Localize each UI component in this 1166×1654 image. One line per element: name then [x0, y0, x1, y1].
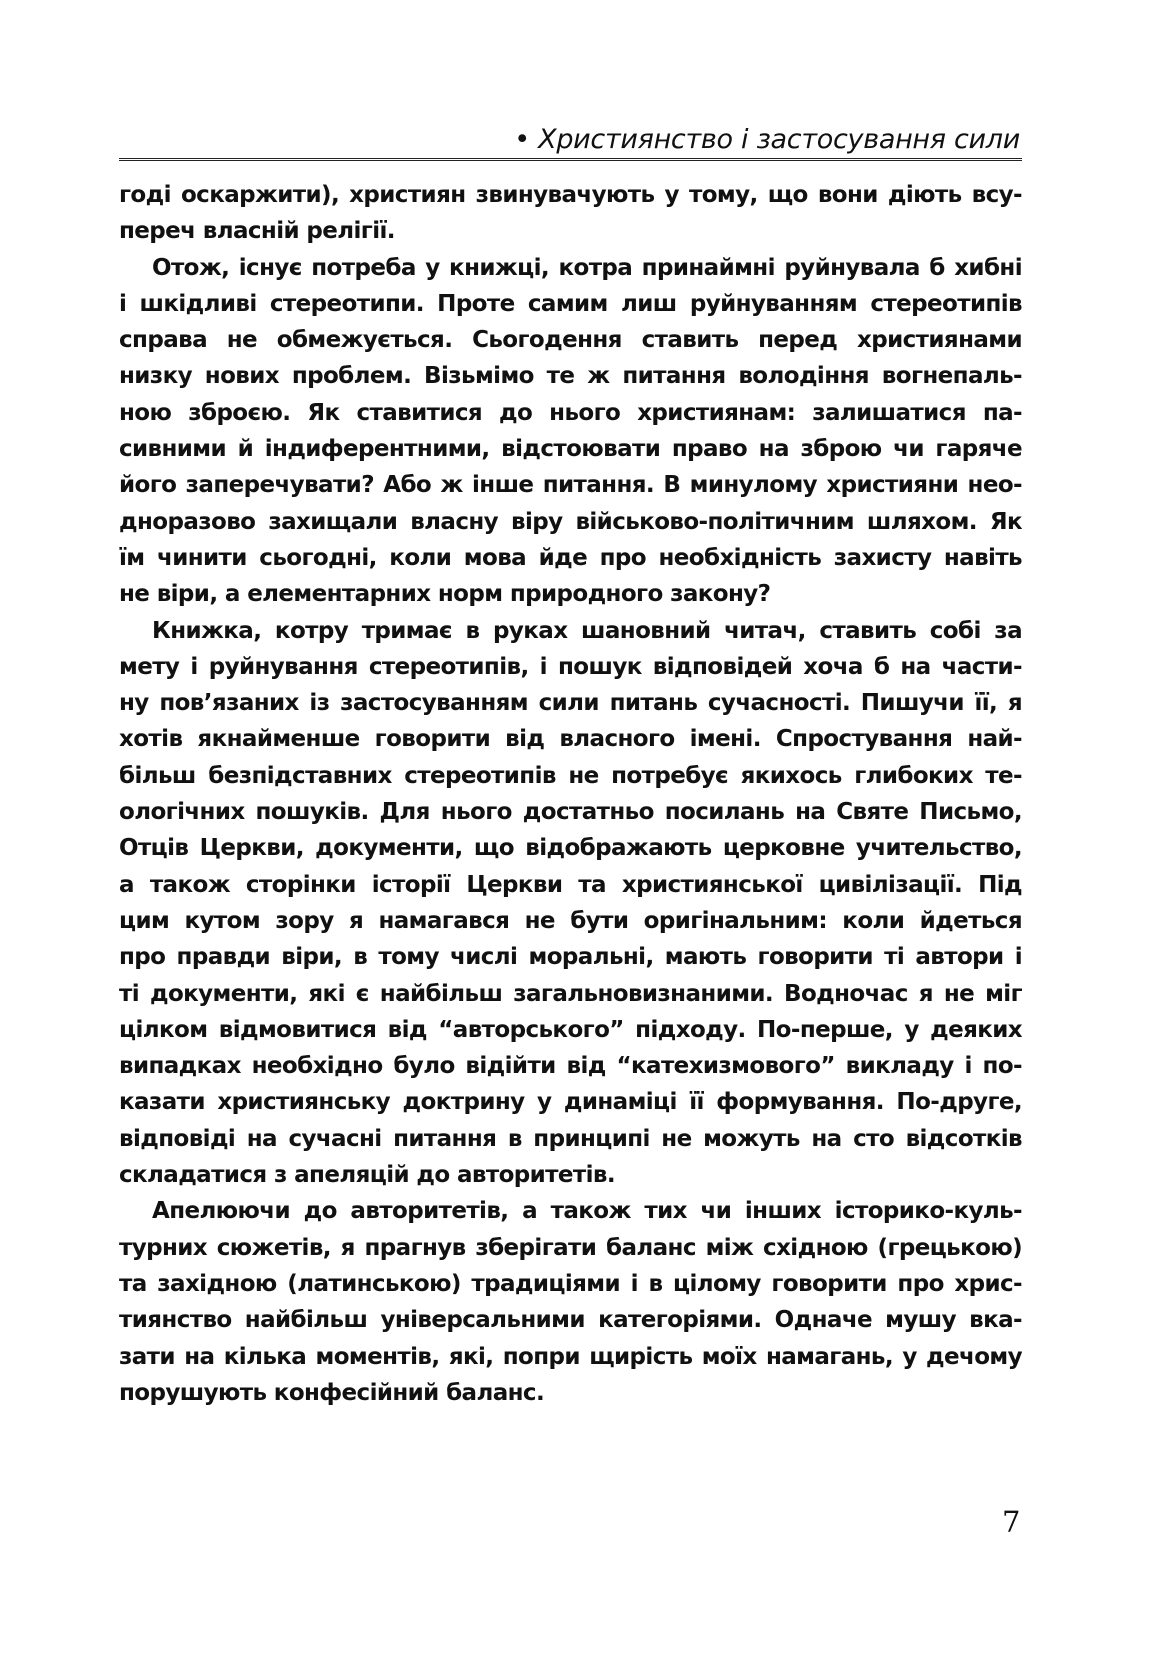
text-line: ною зброєю. Як ставитися до нього християнам: залишатися па-	[119, 399, 1022, 426]
text-line: більш безпідставних стереотипів не потребує якихось глибоких те-	[119, 762, 1022, 789]
text-line: ну пов’язаних із застосуванням сили питань сучасності. Пишучи її, я	[119, 690, 1022, 717]
paragraph	[119, 250, 1022, 613]
text-line: низку нових проблем. Візьмімо те ж питання володіння вогнепаль-	[119, 363, 1022, 390]
text-line: а також сторінки історії Церкви та християнської цивілізації. Під	[119, 871, 1022, 898]
text-line: годі оскаржити), християн звинувачують у тому, що вони діють всу-	[119, 182, 1022, 208]
text-line: їм чинити сьогодні, коли мова йде про необхідність захисту навіть	[119, 544, 1022, 571]
text-line: турних сюжетів, я прагнув зберігати баланс між східною (грецькою)	[119, 1234, 1022, 1261]
text-line: Апелюючи до авторитетів, а також тих чи інших історико-куль-	[152, 1198, 1022, 1225]
text-line: Отож, існує потреба у книжці, котра принаймні руйнувала б хибні	[152, 254, 1022, 281]
text-line: зати на кілька моментів, які, попри щирість моїх намагань, у дечому	[119, 1343, 1022, 1370]
text-line: Книжка, котру тримає в руках шановний читач, ставить собі за	[152, 617, 1022, 644]
text-line: і шкідливі стереотипи. Проте самим лиш руйнуванням стереотипів	[119, 290, 1022, 317]
paragraph	[119, 1193, 1022, 1411]
text-line: справа не обмежується. Сьогодення ставить перед християнами	[119, 327, 1022, 354]
text-line: його заперечувати? Або ж інше питання. В минулому християни нео-	[119, 472, 1022, 499]
running-title: • Християнство і застосування сили	[514, 124, 1020, 155]
text-line: цілком відмовитися від “авторського” підходу. По-перше, у деяких	[119, 1016, 1022, 1043]
text-line: казати християнську доктрину у динаміці її формування. По-друге,	[119, 1089, 1022, 1116]
text-line: переч власній релігії.	[119, 218, 395, 245]
text-line: цим кутом зору я намагався не бути оригінальним: коли йдеться	[119, 907, 1022, 934]
text-line: та західною (латинською) традиціями і в цілому говорити про хрис-	[119, 1270, 1022, 1297]
text-line: складатися з апеляцій до авторитетів.	[119, 1162, 616, 1189]
text-line: хотів якнайменше говорити від власного імені. Спростування най-	[119, 726, 1022, 753]
text-line: дноразово захищали власну віру військово-політичним шляхом. Як	[119, 508, 1022, 535]
text-line: про правди віри, в тому числі моральні, мають говорити ті автори і	[119, 944, 1022, 971]
body-text	[119, 177, 1022, 1411]
text-line: ологічних пошуків. Для нього достатньо посилань на Святе Письмо,	[119, 799, 1022, 826]
text-line: відповіді на сучасні питання в принципі не можуть на сто відсотків	[119, 1125, 1022, 1152]
text-line: мету і руйнування стереотипів, і пошук відповідей хоча б на части-	[119, 653, 1022, 680]
running-header	[119, 118, 1022, 161]
text-line: не віри, а елементарних норм природного закону?	[119, 581, 771, 608]
text-line: випадках необхідно було відійти від “катехизмового” викладу і по-	[119, 1053, 1022, 1080]
paragraph	[119, 177, 1022, 250]
text-line: сивними й індиферентними, відстоювати право на зброю чи гаряче	[119, 436, 1022, 463]
paragraph	[119, 613, 1022, 1194]
text-line: порушують конфесійний баланс.	[119, 1379, 545, 1406]
text-line: ті документи, які є найбільш загальновизнаними. Водночас я не міг	[119, 980, 1022, 1007]
page-number: 7	[1002, 1505, 1021, 1539]
text-line: Отців Церкви, документи, що відображають церковне учительство,	[119, 835, 1022, 862]
text-line: тиянство найбільш універсальними категоріями. Одначе мушу вка-	[119, 1307, 1022, 1334]
